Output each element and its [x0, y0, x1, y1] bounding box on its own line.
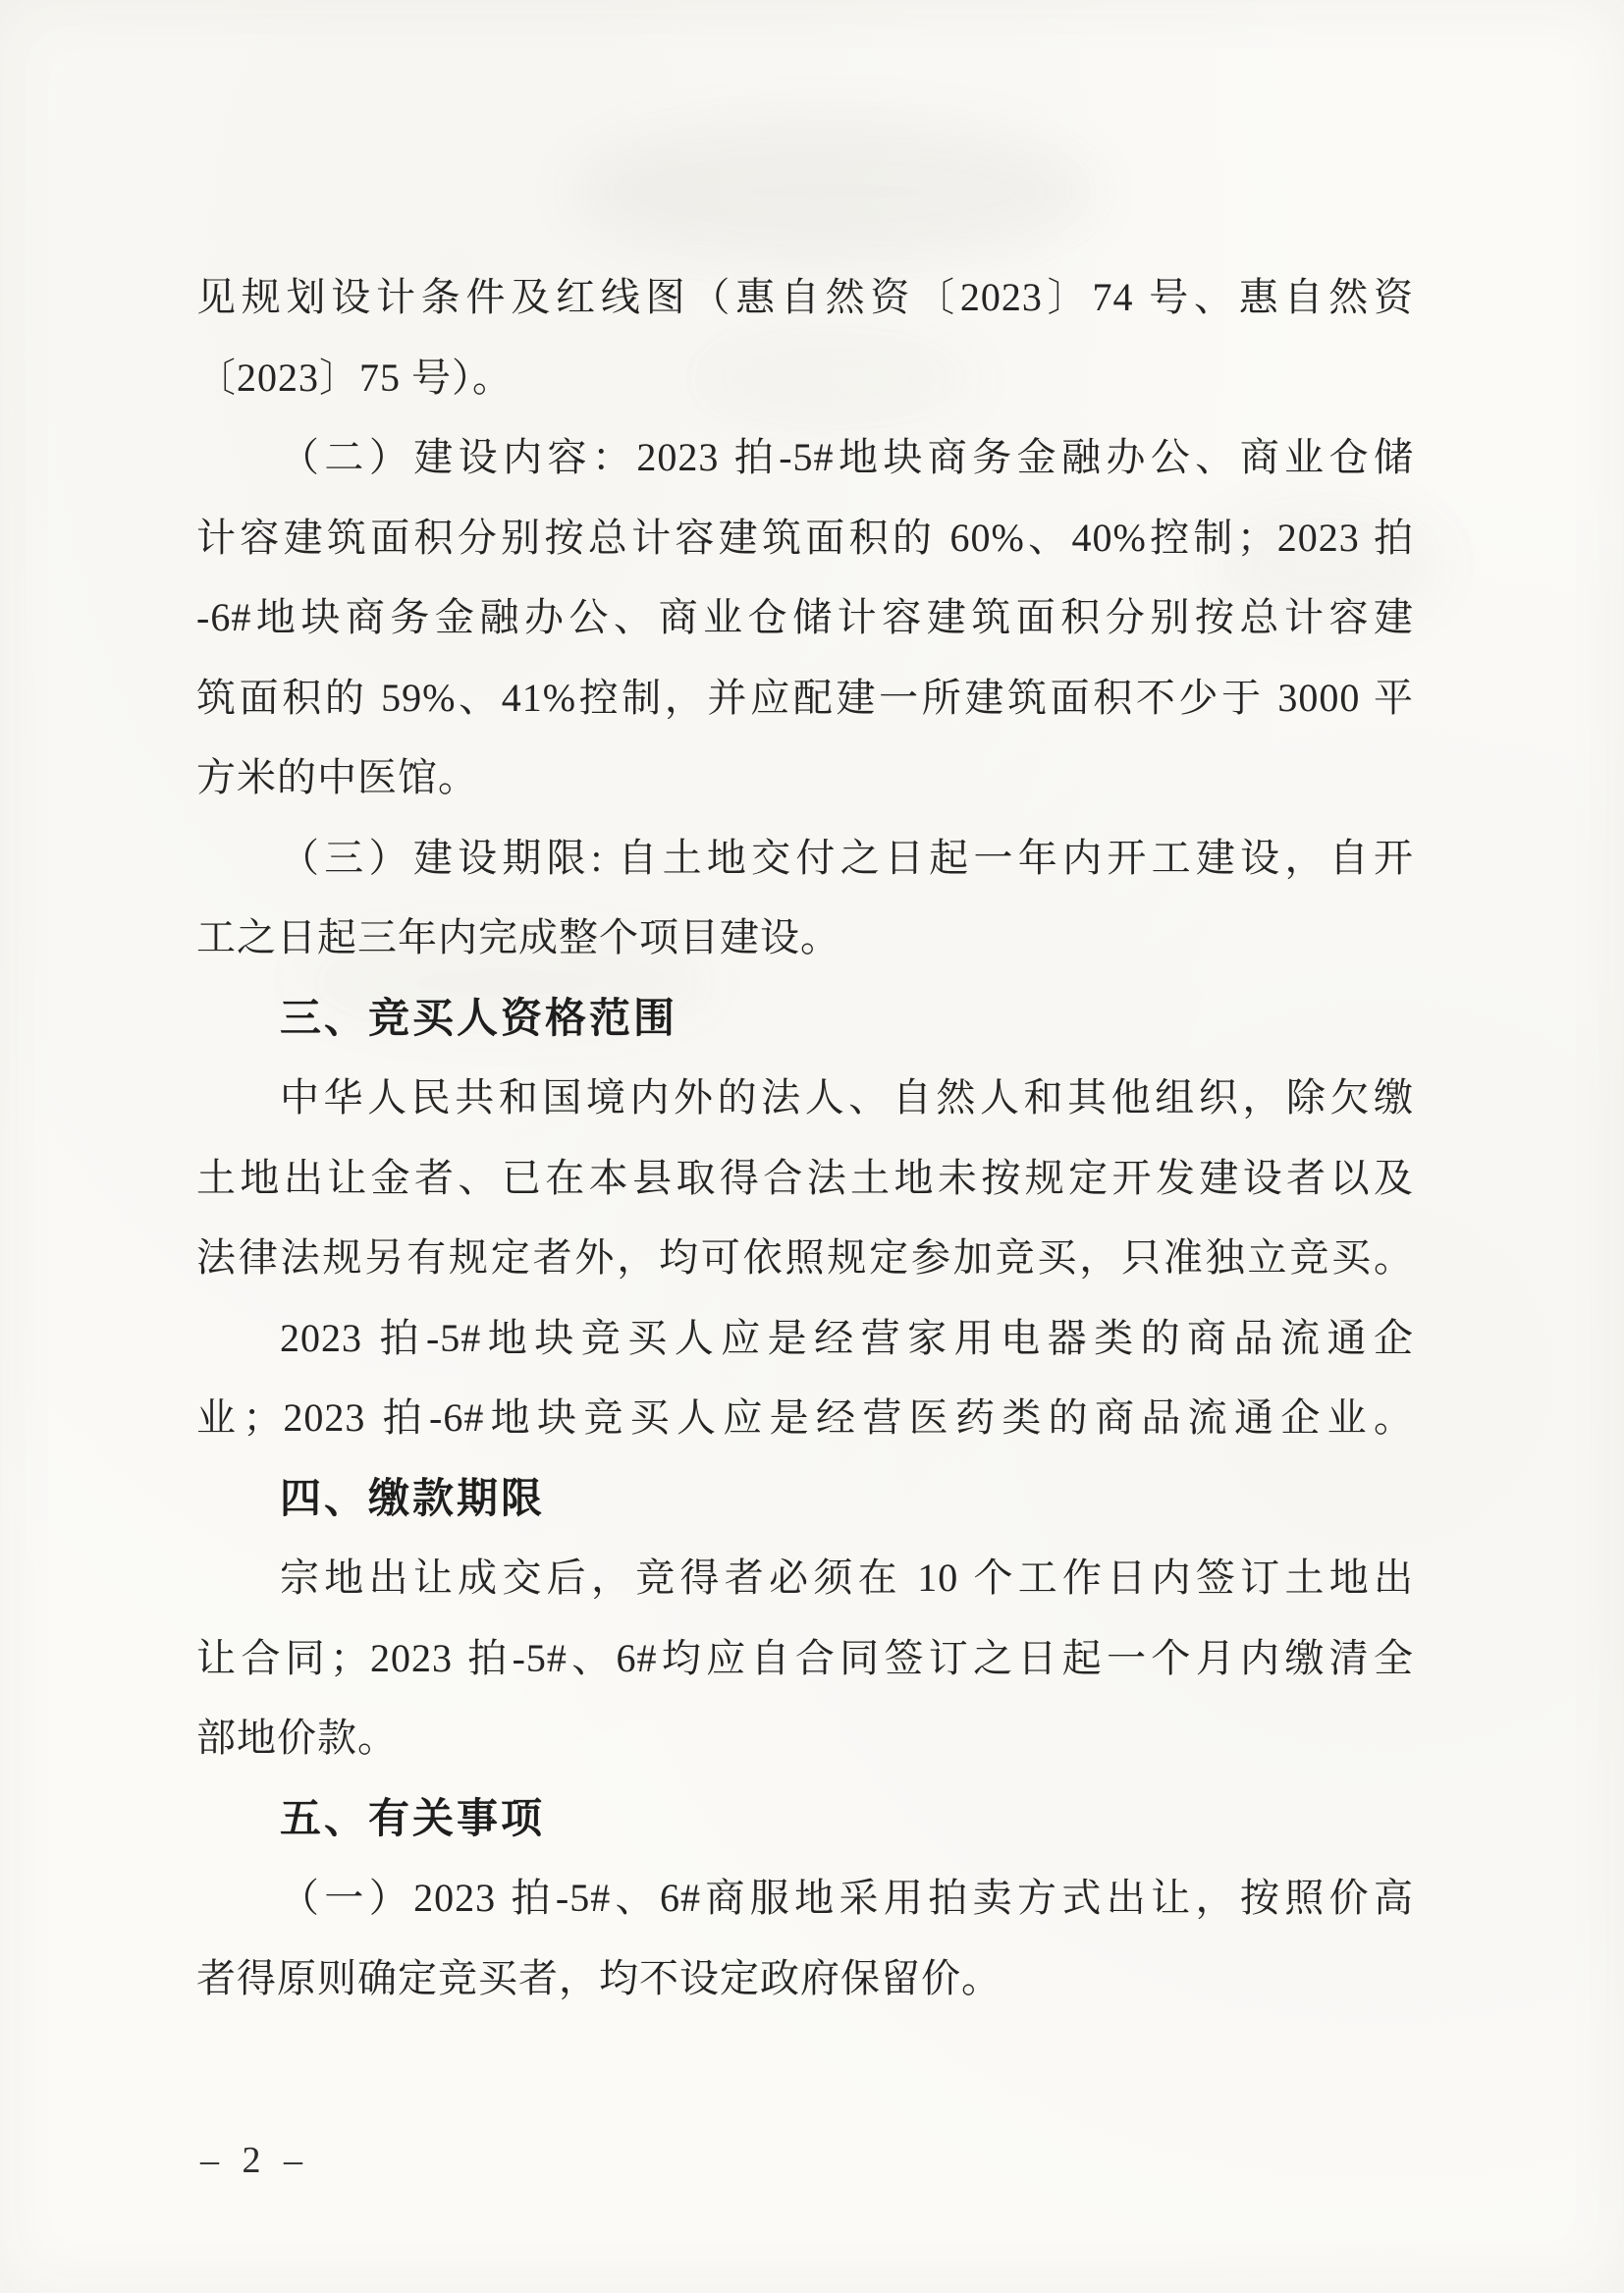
document-line: （一）2023 拍-5#、6#商服地采用拍卖方式出让，按照价高: [280, 1876, 1414, 1920]
document-line: 筑面积的 59%、41%控制，并应配建一所建筑面积不少于 3000 平: [196, 675, 1414, 720]
document-line: 工之日起三年内完成整个项目建设。: [196, 915, 840, 959]
document-body: [196, 257, 1414, 2018]
document-line: 〔2023〕75 号）。: [196, 355, 513, 400]
document-line: 法律法规另有规定者外，均可依照规定参加竞买，只准独立竞买。: [196, 1235, 1414, 1280]
document-line: 宗地出让成交后，竞得者必须在 10 个工作日内签订土地出: [280, 1556, 1414, 1600]
document-line: 业；2023 拍-6#地块竞买人应是经营医药类的商品流通企业。: [196, 1395, 1414, 1440]
document-line: （三）建设期限: 自土地交付之日起一年内开工建设，自开: [280, 835, 1414, 880]
document-line: 方米的中医馆。: [196, 755, 478, 799]
document-line: 部地价款。: [196, 1716, 398, 1760]
section-heading: 四、缴款期限: [280, 1474, 546, 1521]
document-line: 2023 拍-5#地块竞买人应是经营家用电器类的商品流通企: [280, 1315, 1414, 1360]
document-line: 让合同；2023 拍-5#、6#均应自合同签订之日起一个月内缴清全: [196, 1635, 1414, 1680]
document-line: 见规划设计条件及红线图（惠自然资〔2023〕74 号、惠自然资: [196, 275, 1414, 319]
section-heading: 三、竞买人资格范围: [280, 994, 678, 1041]
document-line: （二）建设内容：2023 拍-5#地块商务金融办公、商业仓储: [280, 435, 1414, 479]
document-line: 者得原则确定竞买者，均不设定政府保留价。: [196, 1955, 1001, 2000]
document-line: -6#地块商务金融办公、商业仓储计容建筑面积分别按总计容建: [196, 595, 1414, 639]
document-line: 计容建筑面积分别按总计容建筑面积的 60%、40%控制；2023 拍: [196, 515, 1414, 560]
section-heading: 五、有关事项: [280, 1794, 546, 1841]
scan-artifact: [569, 118, 1100, 265]
page-number: – 2 –: [200, 2140, 309, 2181]
document-line: 土地出让金者、已在本县取得合法土地未按规定开发建设者以及: [196, 1155, 1414, 1200]
document-line: 中华人民共和国境内外的法人、自然人和其他组织，除欠缴: [280, 1075, 1414, 1119]
